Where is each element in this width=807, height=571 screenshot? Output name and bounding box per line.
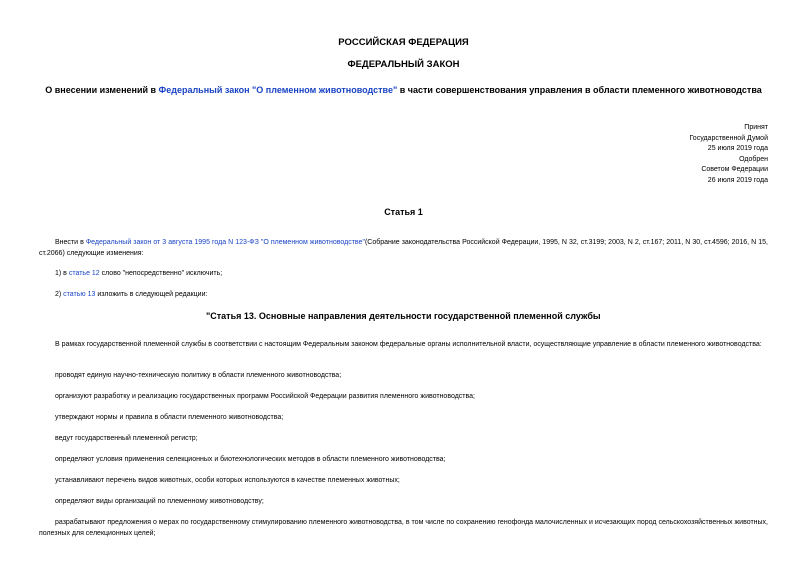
- adoption-line: Одобрен: [739, 155, 768, 163]
- article-1-item-2: [39, 290, 768, 301]
- article-13-item: ведут государственный племенной регистр;: [55, 435, 198, 442]
- adoption-block: [689, 123, 768, 186]
- item-prefix: 1) в: [55, 270, 69, 277]
- article-13-item: проводят единую научно-техническую политику в области племенного животноводства;: [55, 372, 342, 379]
- law-reference-link[interactable]: Федеральный закон от 3 августа 1995 года N 123-ФЗ "О племенном животноводстве": [85, 239, 365, 246]
- law-type-heading: ФЕДЕРАЛЬНЫЙ ЗАКОН: [347, 59, 460, 70]
- country-heading: РОССИЙСКАЯ ФЕДЕРАЦИЯ: [338, 37, 469, 48]
- item-suffix: изложить в следующей редакции:: [95, 291, 208, 298]
- law-title-link[interactable]: Федеральный закон "О племенном животноводстве": [158, 85, 398, 95]
- intro-suffix: (Собрание законодательства Российской Федерации, 1995, N 32, ст.3199; 2003, N 2, ст.167; 2011, N 30, ст.4596; 2016, N 15, ст.2066) следующие изменения:: [39, 239, 769, 257]
- law-title-suffix: в части совершенствования управления в области племенного животноводства: [397, 85, 762, 95]
- article-13-item: определяют условия применения селекционных и биотехнологических методов в области племенного животноводства;: [55, 456, 446, 463]
- item-suffix: слово "непосредственно" исключить;: [99, 270, 223, 277]
- adoption-line: Принят: [744, 124, 768, 131]
- intro-prefix: Внести в: [55, 239, 86, 246]
- article-13-heading: "Статья 13. Основные направления деятельности государственной племенной службы: [206, 311, 601, 321]
- article-13-item: определяют виды организаций по племенному животноводству;: [55, 498, 264, 505]
- item-prefix: 2): [55, 291, 64, 298]
- article-1-item-1: [39, 269, 768, 280]
- article-13-link[interactable]: статью 13: [63, 291, 96, 298]
- adoption-line: 26 июля 2019 года: [707, 176, 768, 184]
- article-12-link[interactable]: статье 12: [68, 270, 100, 277]
- law-title: [20, 85, 787, 95]
- law-title-prefix: О внесении изменений в: [45, 85, 159, 95]
- adoption-line: 25 июля 2019 года: [707, 145, 768, 152]
- article-13-intro: В рамках государственной племенной службы в соответствии с настоящим Федеральным законом федеральные органы исполнительной власти, осуществляющие управление в области племенного животноводства:: [55, 341, 762, 348]
- article-1-intro: [39, 238, 768, 259]
- article-13-item: организуют разработку и реализацию государственных программ Российской Федерации развития племенного животноводства;: [55, 393, 475, 400]
- article-1-heading: Статья 1: [384, 207, 423, 217]
- adoption-line: Советом Федерации: [701, 166, 768, 173]
- article-13-item: разрабатывают предложения о мерах по государственному стимулированию племенного животноводства, в том числе по сохранению генофонда малочисленных и исчезающих пород сельскохозяйственных животных, полезных для селекционных целей;: [39, 519, 768, 537]
- article-13-item: утверждают нормы и правила в области племенного животноводства;: [55, 414, 284, 421]
- article-13-item: устанавливают перечень видов животных, особи которых используются в качестве племенных животных;: [55, 477, 400, 484]
- adoption-line: Государственной Думой: [689, 134, 768, 142]
